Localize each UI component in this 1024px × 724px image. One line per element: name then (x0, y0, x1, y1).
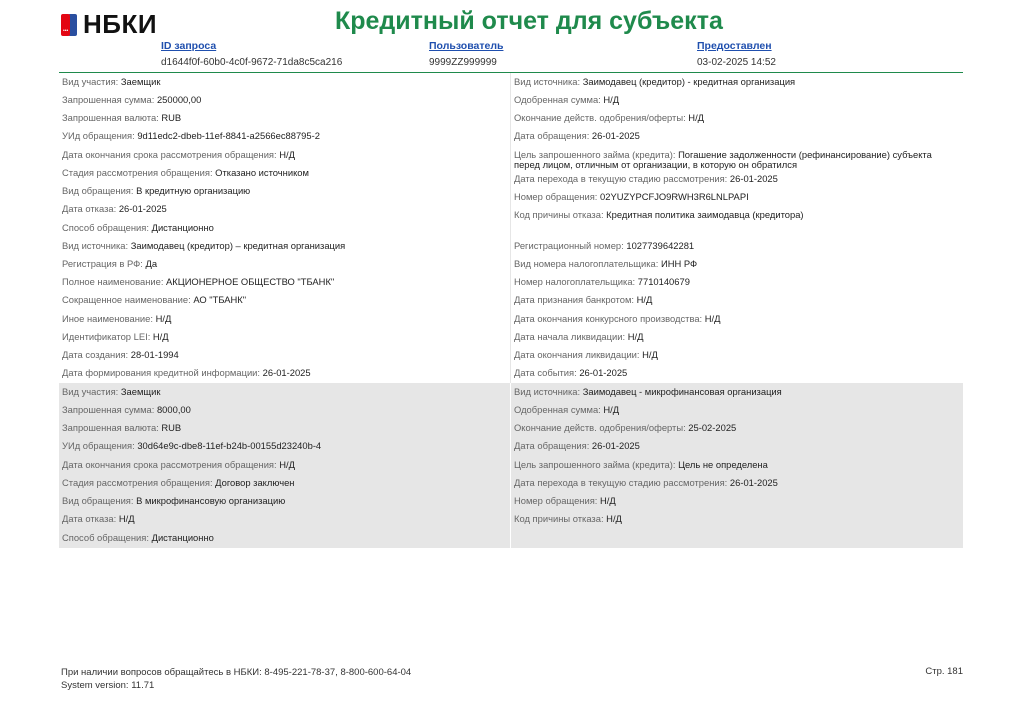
field-value: Н/Д (603, 94, 620, 105)
field-label: Вид источника: (514, 76, 581, 87)
header-request-id (161, 40, 342, 68)
field-row (62, 77, 160, 87)
field-row (514, 131, 640, 141)
column-divider (510, 383, 511, 548)
field-label: Дата перехода в текущую стадию рассмотрения: (514, 173, 728, 184)
field-row (514, 423, 736, 433)
field-row (62, 423, 181, 433)
field-row (514, 113, 704, 123)
inquiry-block-2 (59, 383, 963, 548)
field-row (62, 368, 311, 378)
field-label: Стадия рассмотрения обращения: (62, 477, 213, 488)
field-value: Н/Д (279, 459, 295, 470)
field-label: Регистрация в РФ: (62, 258, 143, 269)
field-row (514, 192, 749, 202)
field-value: Н/Д (152, 331, 169, 342)
field-label: Номер обращения: (514, 191, 598, 202)
field-row (62, 113, 181, 123)
field-value: Дистанционно (151, 532, 214, 543)
field-row (514, 514, 622, 524)
field-label: УИд обращения: (62, 130, 135, 141)
provided-value: 03-02-2025 14:52 (697, 57, 776, 68)
field-label: Дата отказа: (62, 203, 117, 214)
field-value: Н/Д (603, 404, 620, 415)
field-value: 1027739642281 (626, 240, 695, 251)
field-value: Заимодавец - микрофинансовая организация (582, 386, 782, 397)
field-row (62, 95, 201, 105)
field-value: 26-01-2025 (729, 173, 778, 184)
field-label: Дата события: (514, 367, 577, 378)
field-label: УИд обращения: (62, 440, 135, 451)
field-label: Дата обращения: (514, 440, 590, 451)
field-row (514, 295, 652, 305)
field-label: Сокращенное наименование: (62, 294, 191, 305)
field-row (514, 387, 782, 397)
field-value: Н/Д (600, 495, 616, 506)
field-label: Вид источника: (62, 240, 129, 251)
field-value: 26-01-2025 (579, 367, 628, 378)
field-label: Запрошенная валюта: (62, 422, 159, 433)
footer-contact: При наличии вопросов обращайтесь в НБКИ: 8-495-221-78-37, 8-800-600-64-04 (61, 667, 412, 678)
field-value: Заемщик (120, 386, 161, 397)
provided-label: Предоставлен (697, 40, 772, 52)
field-row (514, 405, 619, 415)
field-value: 26-01-2025 (118, 203, 167, 214)
nbki-logo (61, 9, 157, 40)
field-value: 02YUZYPCFJO9RWH3R6LNLPAPI (600, 191, 749, 202)
field-label: Идентификатор LEI: (62, 331, 151, 342)
field-row (62, 204, 167, 214)
field-row (62, 332, 169, 342)
field-value: Н/Д (704, 313, 721, 324)
column-divider (510, 73, 511, 383)
field-value: АО "ТБАНК" (193, 294, 247, 305)
footer-version: System version: 11.71 (61, 680, 155, 691)
field-row (514, 77, 795, 87)
field-label: Дата начала ликвидации: (514, 331, 626, 342)
field-value: 26-01-2025 (591, 440, 640, 451)
field-value: Н/Д (279, 149, 295, 160)
field-label: Вид номера налогоплательщика: (514, 258, 659, 269)
field-value: Договор заключен (215, 477, 295, 488)
field-label: Номер налогоплательщика: (514, 276, 636, 287)
field-value: Н/Д (636, 294, 653, 305)
field-row (62, 150, 295, 160)
field-row (62, 259, 157, 269)
field-label: Запрошенная валюта: (62, 112, 159, 123)
field-label: Цель запрошенного займа (кредита): (514, 459, 676, 470)
field-label: Код причины отказа: (514, 513, 604, 524)
field-row (514, 210, 804, 220)
field-value: RUB (161, 422, 182, 433)
field-label: Вид обращения: (62, 495, 134, 506)
field-value: 26-01-2025 (729, 477, 778, 488)
field-label: Способ обращения: (62, 532, 149, 543)
field-label: Дата формирования кредитной информации: (62, 367, 261, 378)
header-user (429, 40, 503, 68)
field-label: Одобренная сумма: (514, 94, 601, 105)
logo-text: НБКИ (83, 9, 158, 39)
field-row (514, 496, 616, 506)
field-value: Да (145, 258, 158, 269)
field-value: Заимодавец (кредитор) - кредитная организация (582, 76, 796, 87)
field-value: Н/Д (606, 513, 622, 524)
header-provided (697, 40, 776, 68)
field-value: RUB (161, 112, 182, 123)
field-row (62, 277, 334, 287)
field-row (514, 350, 658, 360)
user-label: Пользователь (429, 40, 504, 52)
footer (61, 666, 411, 692)
field-value: Н/Д (118, 513, 135, 524)
field-row (62, 496, 285, 506)
field-row (514, 174, 778, 184)
field-value: Кредитная политика заимодавца (кредитора) (606, 209, 804, 220)
field-row (514, 332, 643, 342)
field-label: Вид участия: (62, 386, 119, 397)
field-row (62, 186, 250, 196)
field-row (514, 460, 768, 470)
field-row (514, 441, 640, 451)
request-id-value: d1644f0f-60b0-4c0f-9672-71da8c5ca216 (161, 57, 343, 68)
field-row (62, 405, 191, 415)
field-row (514, 277, 690, 287)
field-value: Заемщик (120, 76, 161, 87)
field-value: Отказано источником (215, 167, 309, 178)
field-label: Вид обращения: (62, 185, 134, 196)
field-label: Дата окончания ликвидации: (514, 349, 640, 360)
field-label: Дата перехода в текущую стадию рассмотрения: (514, 477, 728, 488)
field-value: 250000,00 (156, 94, 202, 105)
field-row (514, 241, 694, 251)
field-label: Стадия рассмотрения обращения: (62, 167, 213, 178)
field-label: Код причины отказа: (514, 209, 604, 220)
field-label: Дата окончания конкурсного производства: (514, 313, 703, 324)
field-row (62, 478, 294, 488)
field-row (514, 368, 627, 378)
field-label: Цель запрошенного займа (кредита): (514, 149, 676, 160)
request-id-label: ID запроса (161, 40, 217, 52)
field-row (62, 314, 171, 324)
field-value: Погашение задолженности (рефинансирование) субъекта перед лицом, отличным от организации, в которую он обратился (514, 149, 932, 170)
field-value: Цель не определена (678, 459, 768, 470)
field-value: Н/Д (688, 112, 705, 123)
field-row (62, 223, 214, 233)
field-label: Регистрационный номер: (514, 240, 624, 251)
user-value: 9999ZZ999999 (429, 57, 497, 68)
field-label: Одобренная сумма: (514, 404, 601, 415)
field-value: 26-01-2025 (262, 367, 311, 378)
field-label: Вид участия: (62, 76, 119, 87)
field-row (62, 168, 309, 178)
field-label: Дата создания: (62, 349, 129, 360)
field-row (514, 95, 619, 105)
field-value: Дистанционно (151, 222, 214, 233)
field-row (62, 514, 135, 524)
field-label: Дата обращения: (514, 130, 590, 141)
field-row (62, 460, 295, 470)
field-value: Н/Д (155, 313, 172, 324)
field-label: Дата отказа: (62, 513, 117, 524)
nbki-logo-icon: ••• (61, 14, 77, 36)
field-row (514, 478, 778, 488)
page-number: Стр. 181 (925, 666, 963, 677)
field-value: Заимодавец (кредитор) – кредитная организация (130, 240, 346, 251)
field-label: Способ обращения: (62, 222, 149, 233)
field-row (62, 441, 321, 451)
field-row (62, 387, 160, 397)
field-value: 30d64e9c-dbe8-11ef-b24b-00155d23240b-4 (137, 440, 322, 451)
field-row (62, 295, 246, 305)
field-row (514, 259, 697, 269)
field-label: Запрошенная сумма: (62, 404, 155, 415)
field-value: АКЦИОНЕРНОЕ ОБЩЕСТВО "ТБАНК" (166, 276, 335, 287)
field-row (62, 533, 214, 543)
field-value: 8000,00 (156, 404, 191, 415)
field-row (62, 131, 320, 141)
field-row (62, 241, 345, 251)
field-label: Дата окончания срока рассмотрения обращения: (62, 149, 277, 160)
inquiry-block-1 (59, 73, 963, 383)
field-label: Номер обращения: (514, 495, 598, 506)
field-value: 9d11edc2-dbeb-11ef-8841-a2566ec88795-2 (137, 130, 320, 141)
field-value: Н/Д (642, 349, 658, 360)
field-label: Полное наименование: (62, 276, 164, 287)
field-row (62, 350, 179, 360)
field-value: В микрофинансовую организацию (136, 495, 286, 506)
field-value: 25-02-2025 (688, 422, 737, 433)
field-row (514, 314, 721, 324)
field-label: Окончание действ. одобрения/оферты: (514, 422, 686, 433)
field-label: Вид источника: (514, 386, 581, 397)
field-value: Н/Д (627, 331, 644, 342)
field-row (514, 150, 954, 170)
field-value: 7710140679 (637, 276, 690, 287)
page-title: Кредитный отчет для субъекта (335, 7, 723, 35)
field-value: 26-01-2025 (591, 130, 640, 141)
field-value: ИНН РФ (660, 258, 698, 269)
field-label: Окончание действ. одобрения/оферты: (514, 112, 686, 123)
field-label: Дата признания банкротом: (514, 294, 634, 305)
field-value: 28-01-1994 (130, 349, 179, 360)
field-label: Запрошенная сумма: (62, 94, 155, 105)
field-label: Дата окончания срока рассмотрения обращения: (62, 459, 277, 470)
field-value: В кредитную организацию (136, 185, 251, 196)
field-label: Иное наименование: (62, 313, 153, 324)
